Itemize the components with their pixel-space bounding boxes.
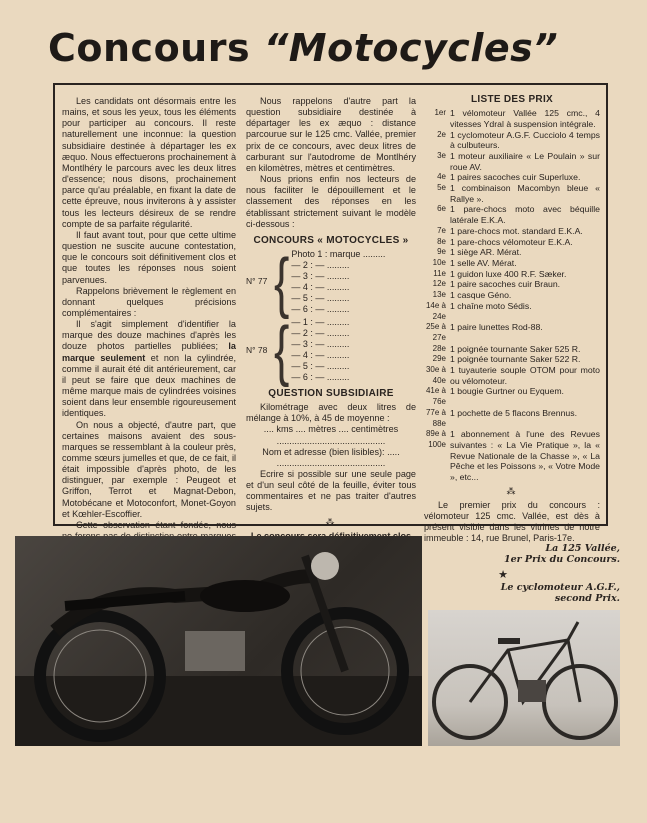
prize-text: 1 siège AR. Mérat. [450,247,522,258]
entry-row: — 4 : — ......... [291,350,350,361]
prize-rank: 28e [432,343,446,353]
prize-rank: 10e [432,258,446,267]
caption-second-line-2: second Prix. [554,593,620,604]
entry-group-78-label: N° 78 [246,344,268,355]
prize-text: 1 guidon luxe 400 R.F. Sæker. [450,268,567,279]
prize-rank: 41e à 76e [425,386,446,407]
prize-item [424,130,600,151]
title-quoted: “Motocycles” [263,26,559,70]
prize-rank: 7e [437,225,446,235]
caption-first-line-2: 1er Prix du Concours. [503,554,620,565]
prize-text: 1 pare-chocs moto avec béquille latérale E.K.A. [450,204,600,226]
prize-list [424,108,600,483]
prize-rank: 6e [437,204,446,214]
prize-rank: 13e [432,290,446,300]
entry-group-78 [246,312,416,388]
intro-paragraph-3: Rappelons brièvement le règlement en donnant quelques précisions complémentaires : [62,285,236,318]
prize-item [424,290,600,301]
rules-paragraph-1: Nous rappelons d'autre part la question subsidiaire destinée à départager les ex æquo : distance parcourue sur le 125 cmc. Vallée, premier prix de ce concours, avec deux litres de carburant sur l'autodrome de Montlhéry en kilomètres, mètres et centimètres. [246,96,416,173]
prize-rank: 30e à 40e [425,365,446,385]
prize-text: 1 bougie Gurtner ou Eyquem. [450,386,564,397]
entry-group-77-label: N° 77 [246,276,268,287]
entry-row: — 1 : — ......... [291,317,350,328]
caption-first-prize [428,543,620,565]
prize-item [424,237,600,248]
entry-row: — 4 : — ......... [291,281,350,292]
prize-rank: 12e [432,279,446,289]
prize-item [424,172,600,183]
entry-row: — 2 : — ......... [291,259,350,270]
entry-group-77 [246,244,416,320]
column-rules [246,96,416,553]
caption-second-line-1: Le cyclomoteur A.G.F., [500,582,620,593]
prize-item [424,183,600,204]
prize-text: 1 moteur auxiliaire « Le Poulain » sur roue AV. [450,150,600,172]
prize-text: 1 vélomoteur Vallée 125 cmc., 4 vitesses Ydral à suspension intégrale. [450,108,600,129]
prize-item [424,258,600,269]
intro-paragraph-2: Il faut avant tout, pour que cette ultime question ne suscite aucune contestation, que le concours soit définitivement clos et que toutes les réponses nous soient parvenues. [62,229,236,285]
prize-rank: 25e à 27e [425,322,446,342]
prize-text: 1 paires sacoches cuir Superluxe. [450,172,581,183]
intro-paragraph-1: Les candidats ont désormais entre les mains, et sous les yeux, tous les éléments pour participer au concours. Il reste naturellement une inconnue: la question subsidiaire destinée à départager les ex æquo. Nous effectuerons prochainement à Montlhéry le parcours avec les deux litres d'essence; nous disons, prochainement parce qu'au préalable, en fixant la date de cette épreuve, nous inviterons à y assister tous les lecteurs désireux de se rendre compte de sa parfaite régularité. [62,96,236,229]
photo-vallee-125 [15,536,422,746]
prize-item [424,108,600,129]
form-title: CONCOURS « MOTOCYCLES » [253,234,409,246]
prize-item [424,247,600,258]
prize-rank: 5e [437,183,446,193]
prize-item [424,279,600,290]
first-prize-note: Le premier prix du concours : vélomoteur 125 cmc. Vallée, est dès à présent visible dans les vitrines de notre immeuble : 14, rue Brunel, Paris-17e. [424,499,600,544]
prize-rank: 29e [432,354,446,364]
asterism-icon: ⁂ [325,516,337,527]
entry-row: — 3 : — ......... [291,339,350,350]
intro-p4-after: et non la cylindrée, comme il aurait été dit antérieurement, car il peut se faire que deux machines de même marque mais de cylindrées voisines soient dans leur ensemble rigoureusement identiques. [62,352,236,419]
entry-row: — 5 : — ......... [291,292,350,303]
prize-text: 1 tuyauterie souple OTOM pour moto ou vélomoteur. [450,365,600,386]
entry-form-model [246,244,416,388]
prize-item [424,322,600,343]
prize-rank: 1er [434,108,446,118]
prize-item [424,408,600,429]
prize-text: 1 paire lunettes Rod-88. [450,322,543,333]
prize-rank: 14e à 24e [425,300,446,321]
caption-first-line-1: La 125 Vallée, [545,543,620,554]
column-prizes [424,94,600,545]
prize-list-title: LISTE DES PRIX [471,94,553,105]
entry-row: — 6 : — ......... [291,372,350,382]
intro-p4-bold: la marque seulement [62,341,236,363]
brace-icon: { [274,244,290,320]
prize-item [424,344,600,355]
prize-text: 1 abonnement à l'une des Revues suivantes : « La Vie Pratique », la « Revue Nationale de la Chasse », « La Pêche et les Poissons », « Votre Mode », etc... [450,429,600,483]
prize-rank: 11e [433,268,446,278]
prize-text: 1 chaîne moto Sédis. [450,300,532,311]
prize-text: 1 selle AV. Mérat. [450,258,517,268]
entry-row: — 5 : — ......... [291,361,350,372]
subsidiary-question-text: Kilométrage avec deux litres de mélange à 10%, à 45 de moyenne : [246,402,416,424]
prize-rank: 8e [437,236,446,246]
prize-item [424,269,600,280]
prize-text: 1 casque Géno. [450,290,512,301]
intro-paragraph-5: On nous a objecté, d'autre part, que certaines maisons avaient des sous-marques se ressemblant à la couleur près, comme sœurs jumelles et que, de ce fait, il était impossible d'après photo, de les distinguer, par exemple : Peugeot et Griffon, Terrot et Magnat-Debon, Motobécane et Motoconfort, Monet-Goyon et Kœhler-Escoffier. [62,419,236,519]
prize-item [424,151,600,172]
rules-paragraph-3: Ecrire si possible sur une seule page et d'un seul côté de la feuille, éviter tous commentaires et ne pas traiter d'autres sujets. [246,469,416,513]
dotted-line: ........................................... [276,435,386,446]
title-main: Concours [48,26,264,70]
prize-item [424,429,600,483]
prize-item [424,365,600,386]
asterism-icon: ⁂ [506,485,518,496]
prize-rank: 89e à 100e [425,429,446,449]
entry-row: Photo 1 : marque ......... [291,249,386,260]
caption-second-prize [428,582,620,604]
column-intro [62,96,236,565]
prize-item [424,354,600,365]
entry-row: — 6 : — ......... [291,303,350,314]
prize-text: 1 poignée tournante Saker 525 R. [450,343,581,354]
name-address-line: Nom et adresse (bien lisibles): ..... [262,446,400,457]
prize-item [424,204,600,225]
prize-rank: 77e à 88e [425,407,446,428]
prize-text: 1 pochette de 5 flacons Brennus. [450,407,578,418]
bicycle-illustration [428,610,620,746]
page-title [48,26,628,82]
star-icon: ★ [498,569,508,581]
brace-icon: { [274,312,290,388]
rules-paragraph-2: Nous prions enfin nos lecteurs de nous faciliter le dépouillement et le classement des réponses en les établissant strictement suivant le modèle ci-dessous : [246,174,416,229]
prize-rank: 9e [437,247,446,257]
prize-item [424,301,600,322]
entry-row: — 2 : — ......... [291,328,350,339]
intro-paragraph-4 [62,319,236,419]
motorcycle-illustration [15,536,422,746]
entry-row: — 3 : — ......... [291,270,350,281]
dotted-line: ........................................... [276,457,386,468]
prize-text: 1 paire sacoches cuir Braun. [450,279,561,290]
prize-text: 1 pare-chocs mot. standard E.K.A. [450,225,583,236]
intro-p4-text: Il s'agit simplement d'identifier la marque des douze machines d'après les douze photos partielles publiées; [62,319,236,352]
photo-agf-cyclomoteur [428,610,620,746]
prize-text: 1 combinaison Macombyn bleue « Rallye ». [450,183,600,204]
prize-rank: 4e [437,172,446,182]
prize-text: 1 pare-chocs vélomoteur E.K.A. [450,236,573,247]
prize-item [424,226,600,237]
prize-text: 1 poignée tournante Saker 522 R. [450,354,581,365]
prize-item [424,386,600,407]
prize-rank: 2e [437,129,446,139]
prize-text: 1 cyclomoteur A.G.F. Cucciolo 4 temps à culbuteurs. [450,129,600,151]
subsidiary-question-title: QUESTION SUBSIDIAIRE [268,387,394,399]
intro-paragraph-6: Cette observation étant fondée, nous [76,519,236,530]
subsidiary-fill-line: .... kms .... mètres .... centimètres [263,424,399,435]
prize-rank: 3e [437,150,446,160]
